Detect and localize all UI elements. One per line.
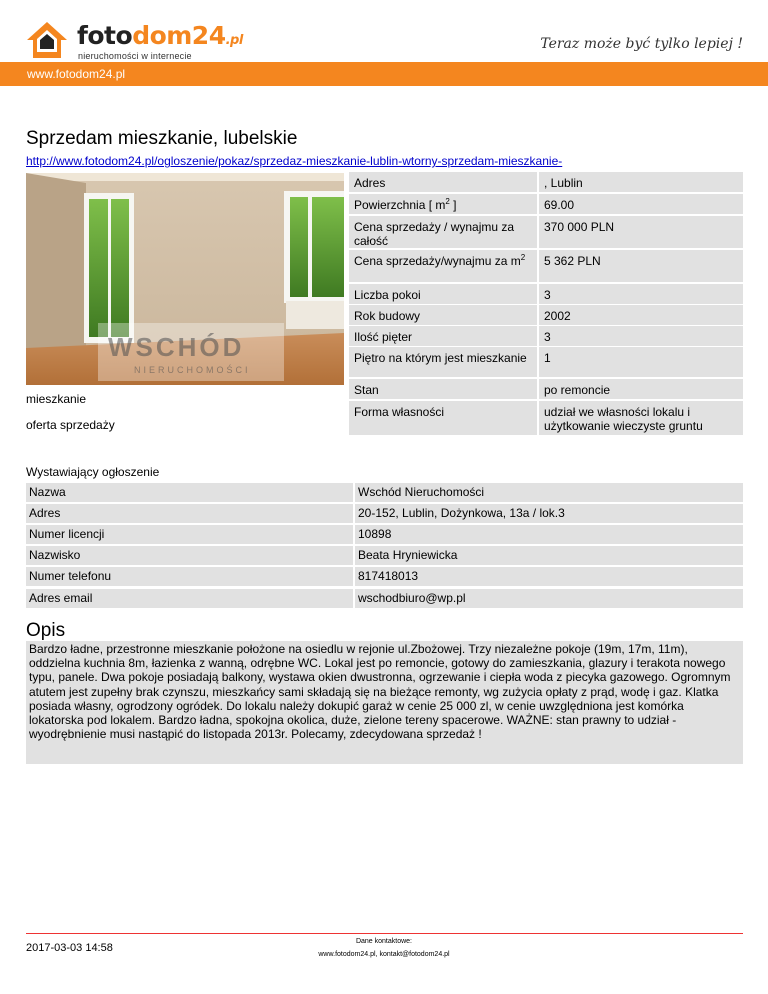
row-label: Cena sprzedaży/wynajmu za $m^2$ [349,250,537,282]
row-label: Nazwa [26,483,353,502]
table-row [26,525,743,544]
table-row [26,504,743,523]
site-url-bar [0,62,768,86]
description-heading: Opis [26,620,66,641]
row-value: 10898 [355,525,743,544]
listing-photo [26,173,344,385]
row-label: Nazwisko [26,546,353,565]
row-label: Adres [26,504,353,523]
site-url-link[interactable]: www.fotodom24.pl [27,67,126,81]
slogan: Teraz może być tylko lepiej ! [540,36,743,52]
watermark-subtext: NIERUCHOMOŚCI [134,365,251,375]
row-value: po remoncie [539,379,743,399]
footer-contact-line: www.fotodom24.pl, kontakt@fotodom24.pl [318,951,450,958]
row-value: 1 [539,347,743,377]
row-value: 3 [539,326,743,346]
page-header [0,0,768,62]
house-logo-icon [25,20,69,60]
offer-type-label: oferta sprzedaży [26,418,115,432]
row-label: Adres email [26,589,353,608]
row-label: Forma własności [349,401,537,435]
row-value: wschodbiuro@wp.pl [355,589,743,608]
row-value: 817418013 [355,567,743,586]
table-row [26,483,743,502]
row-label: Numer telefonu [26,567,353,586]
property-type-label: mieszkanie [26,392,87,406]
row-label: Cena sprzedaży / wynajmu za całość [349,216,537,248]
listing-url-link[interactable]: http://www.fotodom24.pl/ogloszenie/pokaz/sprzedaz-mieszkanie-lublin-wtorny-sprzedam-mieszkanie- [26,154,563,168]
row-value: Wschód Nieruchomości [355,483,743,502]
row-label: Rok budowy [349,305,537,325]
row-label: Adres [349,172,537,192]
row-value: Beata Hryniewicka [355,546,743,565]
description-text: Bardzo ładne, przestronne mieszkanie położone na osiedlu w rejonie ul.Zbożowej. Trzy niezależne pokoje (19m, 17m, 11m), oddzielna kuchnia 8m, łazienka z wanną, odrębne WC. Lokal jest po remoncie, gotowy do zamieszkania, glazury i terakota nowego typu, panele. Dwa pokoje posiadają balkony, wystawa okien dwustronna, ogrzewanie i ciepła woda z piecyka gazowego. Ogromnym atutem jest zupełny brak czynszu, mieszkańcy sami składają się na bieżące remonty, wg zużycia opłaty z prąd, wodę i gaz. Klatka posiada własny, ogrodzony ogródek. Do lokalu należy dokupić garaż w cenie 25 000 zl, w cenie uwzględniona jest komórka lokatorska pod lokalem. Bardzo ładna, spokojna okolica, duże, zielone tereny spacerowe. WAŻNE: stan prawny to udział - wyodrębnienie musi nastąpić do listopada 2013r. Polecamy, zdecydowana sprzedaż ! [26,641,743,764]
row-value: , Lublin [539,172,743,192]
row-value: 20-152, Lublin, Dożynkowa, 13a / lok.3 [355,504,743,523]
table-row [26,589,743,608]
row-label: Powierzchnia [ $m^2$ ] [349,194,537,214]
footer-date: 2017-03-03 14:58 [26,942,113,954]
footer-contact-title: Dane kontaktowe: [355,938,413,945]
agent-section-label: Wystawiający ogłoszenie [26,465,160,479]
row-value: 5 362 PLN [539,250,743,282]
logo-wordmark: fotodom24.pl [77,21,243,50]
fotodom24-logo[interactable] [25,20,243,62]
row-value: 370 000 PLN [539,216,743,248]
logo-tagline: nieruchomości w internecie [78,51,192,61]
row-value: 3 [539,284,743,304]
row-label: Ilość pięter [349,326,537,346]
row-value: udział we własności lokalu i użytkowanie wieczyste gruntu [539,401,743,435]
row-label: Piętro na którym jest mieszkanie [349,347,537,377]
row-label: Numer licencji [26,525,353,544]
footer-divider [26,933,743,934]
row-label: Stan [349,379,537,399]
row-value: 69.00 [539,194,743,214]
table-row [26,567,743,586]
watermark-text: WSCHÓD [108,332,245,362]
row-value: 2002 [539,305,743,325]
table-row [26,546,743,565]
page-title: Sprzedam mieszkanie, lubelskie [26,128,298,149]
row-label: Liczba pokoi [349,284,537,304]
